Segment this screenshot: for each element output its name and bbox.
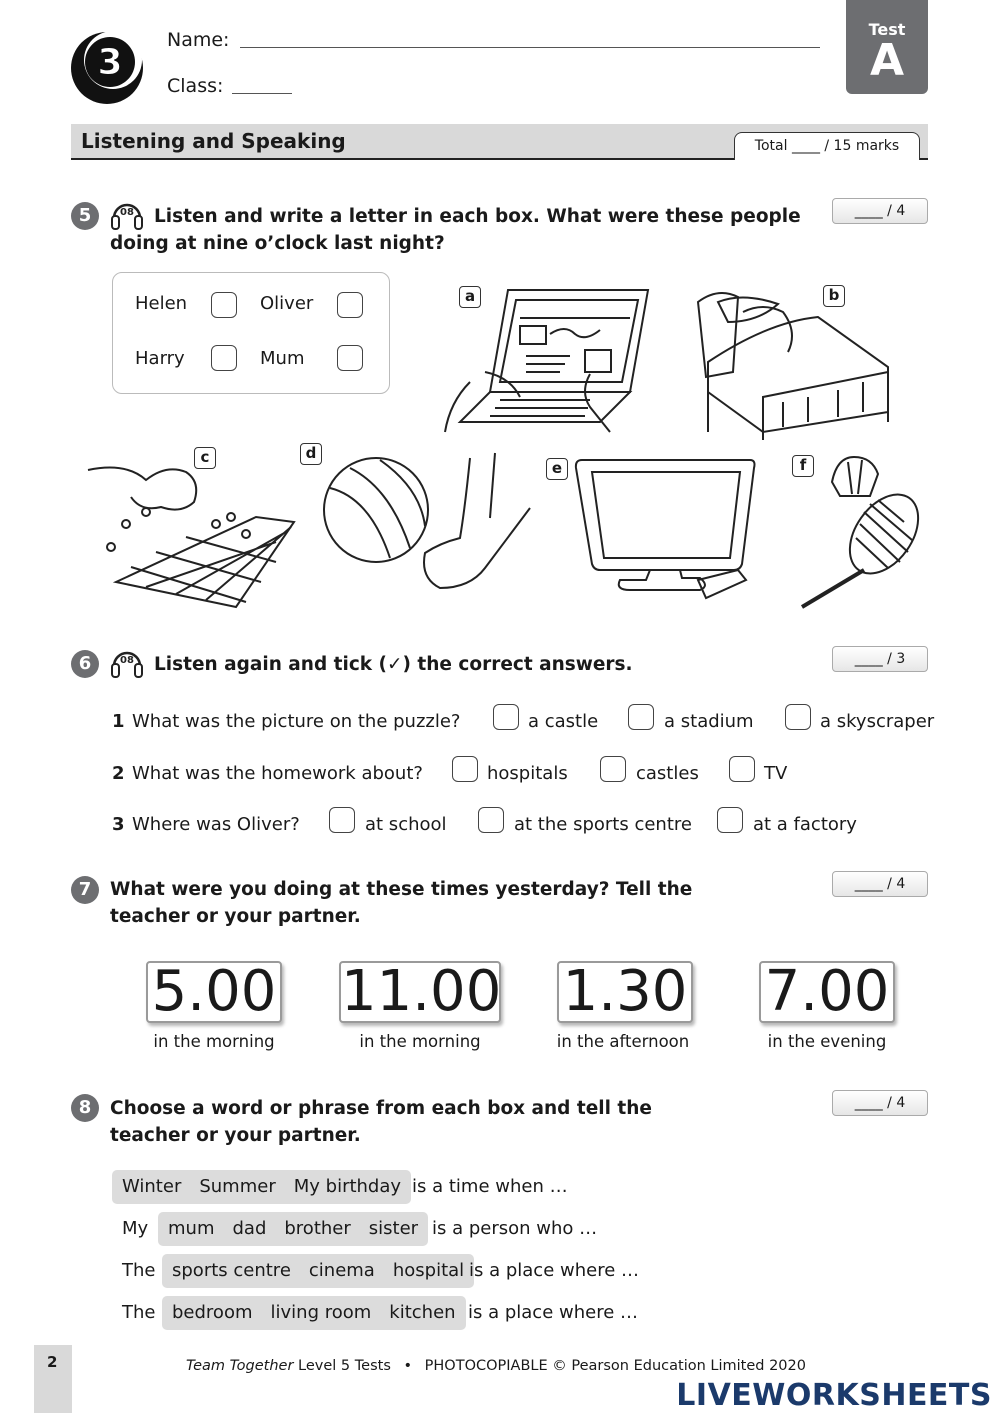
class-field[interactable] <box>232 93 292 94</box>
word-box-people <box>158 1212 428 1246</box>
time-display: 7.00 <box>759 961 895 1023</box>
volleyball-picture <box>320 448 535 613</box>
q7-marks: ____ / 4 <box>832 871 928 897</box>
section-title: Listening and Speaking <box>81 129 346 153</box>
name-helen: Helen <box>135 293 188 314</box>
option-label: at the sports centre <box>514 814 692 835</box>
name-oliver: Oliver <box>260 293 314 314</box>
time-caption: in the afternoon <box>556 1032 690 1051</box>
word-option: brother <box>284 1218 351 1239</box>
harry-answer-box[interactable] <box>211 345 237 371</box>
picture-label-d: d <box>300 443 322 465</box>
name-harry: Harry <box>135 348 185 369</box>
headphones-icon[interactable] <box>109 644 145 680</box>
picture-label-b: b <box>823 285 845 307</box>
q5-name-box <box>112 272 390 394</box>
picture-label-a: a <box>459 286 481 308</box>
helen-answer-box[interactable] <box>211 292 237 318</box>
sentence-prefix: The <box>122 1302 156 1323</box>
q5-track: 08 <box>120 207 134 218</box>
sentence-prefix: My <box>122 1218 149 1239</box>
word-box-rooms <box>162 1296 466 1330</box>
time-display: 1.30 <box>557 961 693 1023</box>
word-option: mum <box>168 1218 215 1239</box>
q6-question: Where was Oliver? <box>132 814 300 835</box>
q6-item-number: 2 <box>112 763 125 784</box>
q5-instruction: Listen and write a letter in each box. What were these people doing at nine o’clock last night? <box>110 206 801 254</box>
q6-item-number: 3 <box>112 814 125 835</box>
word-option: dad <box>232 1218 267 1239</box>
q7-instruction: What were you doing at these times yesterday? Tell the teacher or your partner. <box>110 879 693 927</box>
q8-instruction: Choose a word or phrase from each box and tell the teacher or your partner. <box>110 1098 652 1146</box>
option-label: TV <box>764 763 788 784</box>
option-label: at school <box>365 814 447 835</box>
picture-label-f: f <box>792 455 814 477</box>
sleeping-in-bed-picture <box>688 282 903 442</box>
copyright: PHOTOCOPIABLE © Pearson Education Limited 2020 <box>424 1358 806 1374</box>
q8-marks: ____ / 4 <box>832 1090 928 1116</box>
class-label: Class: <box>167 75 224 97</box>
name-label: Name: <box>167 29 230 51</box>
time-caption: in the evening <box>767 1032 887 1051</box>
tick-box-at-a-factory[interactable] <box>717 807 743 833</box>
liveworksheets-logo[interactable] <box>676 1378 992 1413</box>
tick-box-castles[interactable] <box>600 756 626 782</box>
book-title: Team Together <box>186 1358 294 1374</box>
word-option: hospital <box>392 1260 465 1281</box>
word-option: kitchen <box>389 1302 456 1323</box>
picture-label-e: e <box>546 458 568 480</box>
footer-text <box>186 1358 806 1374</box>
picture-label-c: c <box>194 447 216 469</box>
time-caption: in the morning <box>153 1032 275 1051</box>
name-mum: Mum <box>260 348 305 369</box>
test-tab <box>846 0 928 94</box>
q6-item-number: 1 <box>112 711 125 732</box>
sentence-ending: is a place where … <box>469 1260 640 1281</box>
word-option: sister <box>368 1218 419 1239</box>
tick-box-a-skyscraper[interactable] <box>785 704 811 730</box>
unit-badge <box>70 22 148 108</box>
tick-box-a-castle[interactable] <box>493 704 519 730</box>
q5-number: 5 <box>71 202 99 230</box>
word-option: sports centre <box>172 1260 291 1281</box>
tick-box-sports-centre[interactable] <box>478 807 504 833</box>
section-bar <box>71 124 928 160</box>
q6-marks: ____ / 3 <box>832 646 928 672</box>
q6-number: 6 <box>71 650 99 678</box>
word-option: My birthday <box>293 1176 402 1197</box>
mum-answer-box[interactable] <box>337 345 363 371</box>
word-option: cinema <box>308 1260 375 1281</box>
time-display: 5.00 <box>146 961 282 1023</box>
word-box-times <box>112 1170 411 1204</box>
tick-box-a-stadium[interactable] <box>628 704 654 730</box>
sentence-ending: is a place where … <box>468 1302 639 1323</box>
option-label: castles <box>636 763 699 784</box>
option-label: a castle <box>528 711 599 732</box>
jigsaw-puzzle-picture <box>86 452 301 614</box>
q6-track: 08 <box>120 655 134 666</box>
option-label: hospitals <box>487 763 568 784</box>
option-label: a skyscraper <box>820 711 935 732</box>
tick-box-at-school[interactable] <box>329 807 355 833</box>
laptop-typing-picture <box>440 282 655 440</box>
sentence-ending: is a time when … <box>412 1176 568 1197</box>
total-marks: Total ____ / 15 marks <box>734 132 920 160</box>
test-label: Test <box>868 20 906 39</box>
word-option: bedroom <box>172 1302 253 1323</box>
option-label: at a factory <box>753 814 857 835</box>
tick-box-tv[interactable] <box>729 756 755 782</box>
q6-instruction: Listen again and tick (✓) the correct answers. <box>154 654 633 675</box>
tick-box-hospitals[interactable] <box>452 756 478 782</box>
page-number: 2 <box>34 1345 72 1413</box>
q8-number: 8 <box>71 1094 99 1122</box>
option-label: a stadium <box>664 711 754 732</box>
oliver-answer-box[interactable] <box>337 292 363 318</box>
liveworksheets-text: LIVEWORKSHEETS <box>676 1378 992 1413</box>
q7-number: 7 <box>71 876 99 904</box>
word-option: Winter <box>122 1176 182 1197</box>
word-option: living room <box>270 1302 372 1323</box>
time-display: 11.00 <box>341 959 502 1024</box>
q6-question: What was the picture on the puzzle? <box>132 711 461 732</box>
word-box-places <box>162 1254 474 1288</box>
unit-number: 3 <box>97 42 123 83</box>
footer-separator: • <box>403 1358 413 1374</box>
q6-question: What was the homework about? <box>132 763 423 784</box>
book-level: Level 5 Tests <box>298 1358 391 1374</box>
name-field[interactable] <box>240 47 820 48</box>
word-option: Summer <box>199 1176 276 1197</box>
badminton-racket-picture <box>792 452 932 612</box>
time-caption: in the morning <box>359 1032 481 1051</box>
sentence-ending: is a person who … <box>432 1218 598 1239</box>
sentence-prefix: The <box>122 1260 156 1281</box>
q5-marks: ____ / 4 <box>832 198 928 224</box>
test-letter: A <box>869 35 905 86</box>
television-picture <box>570 452 760 607</box>
